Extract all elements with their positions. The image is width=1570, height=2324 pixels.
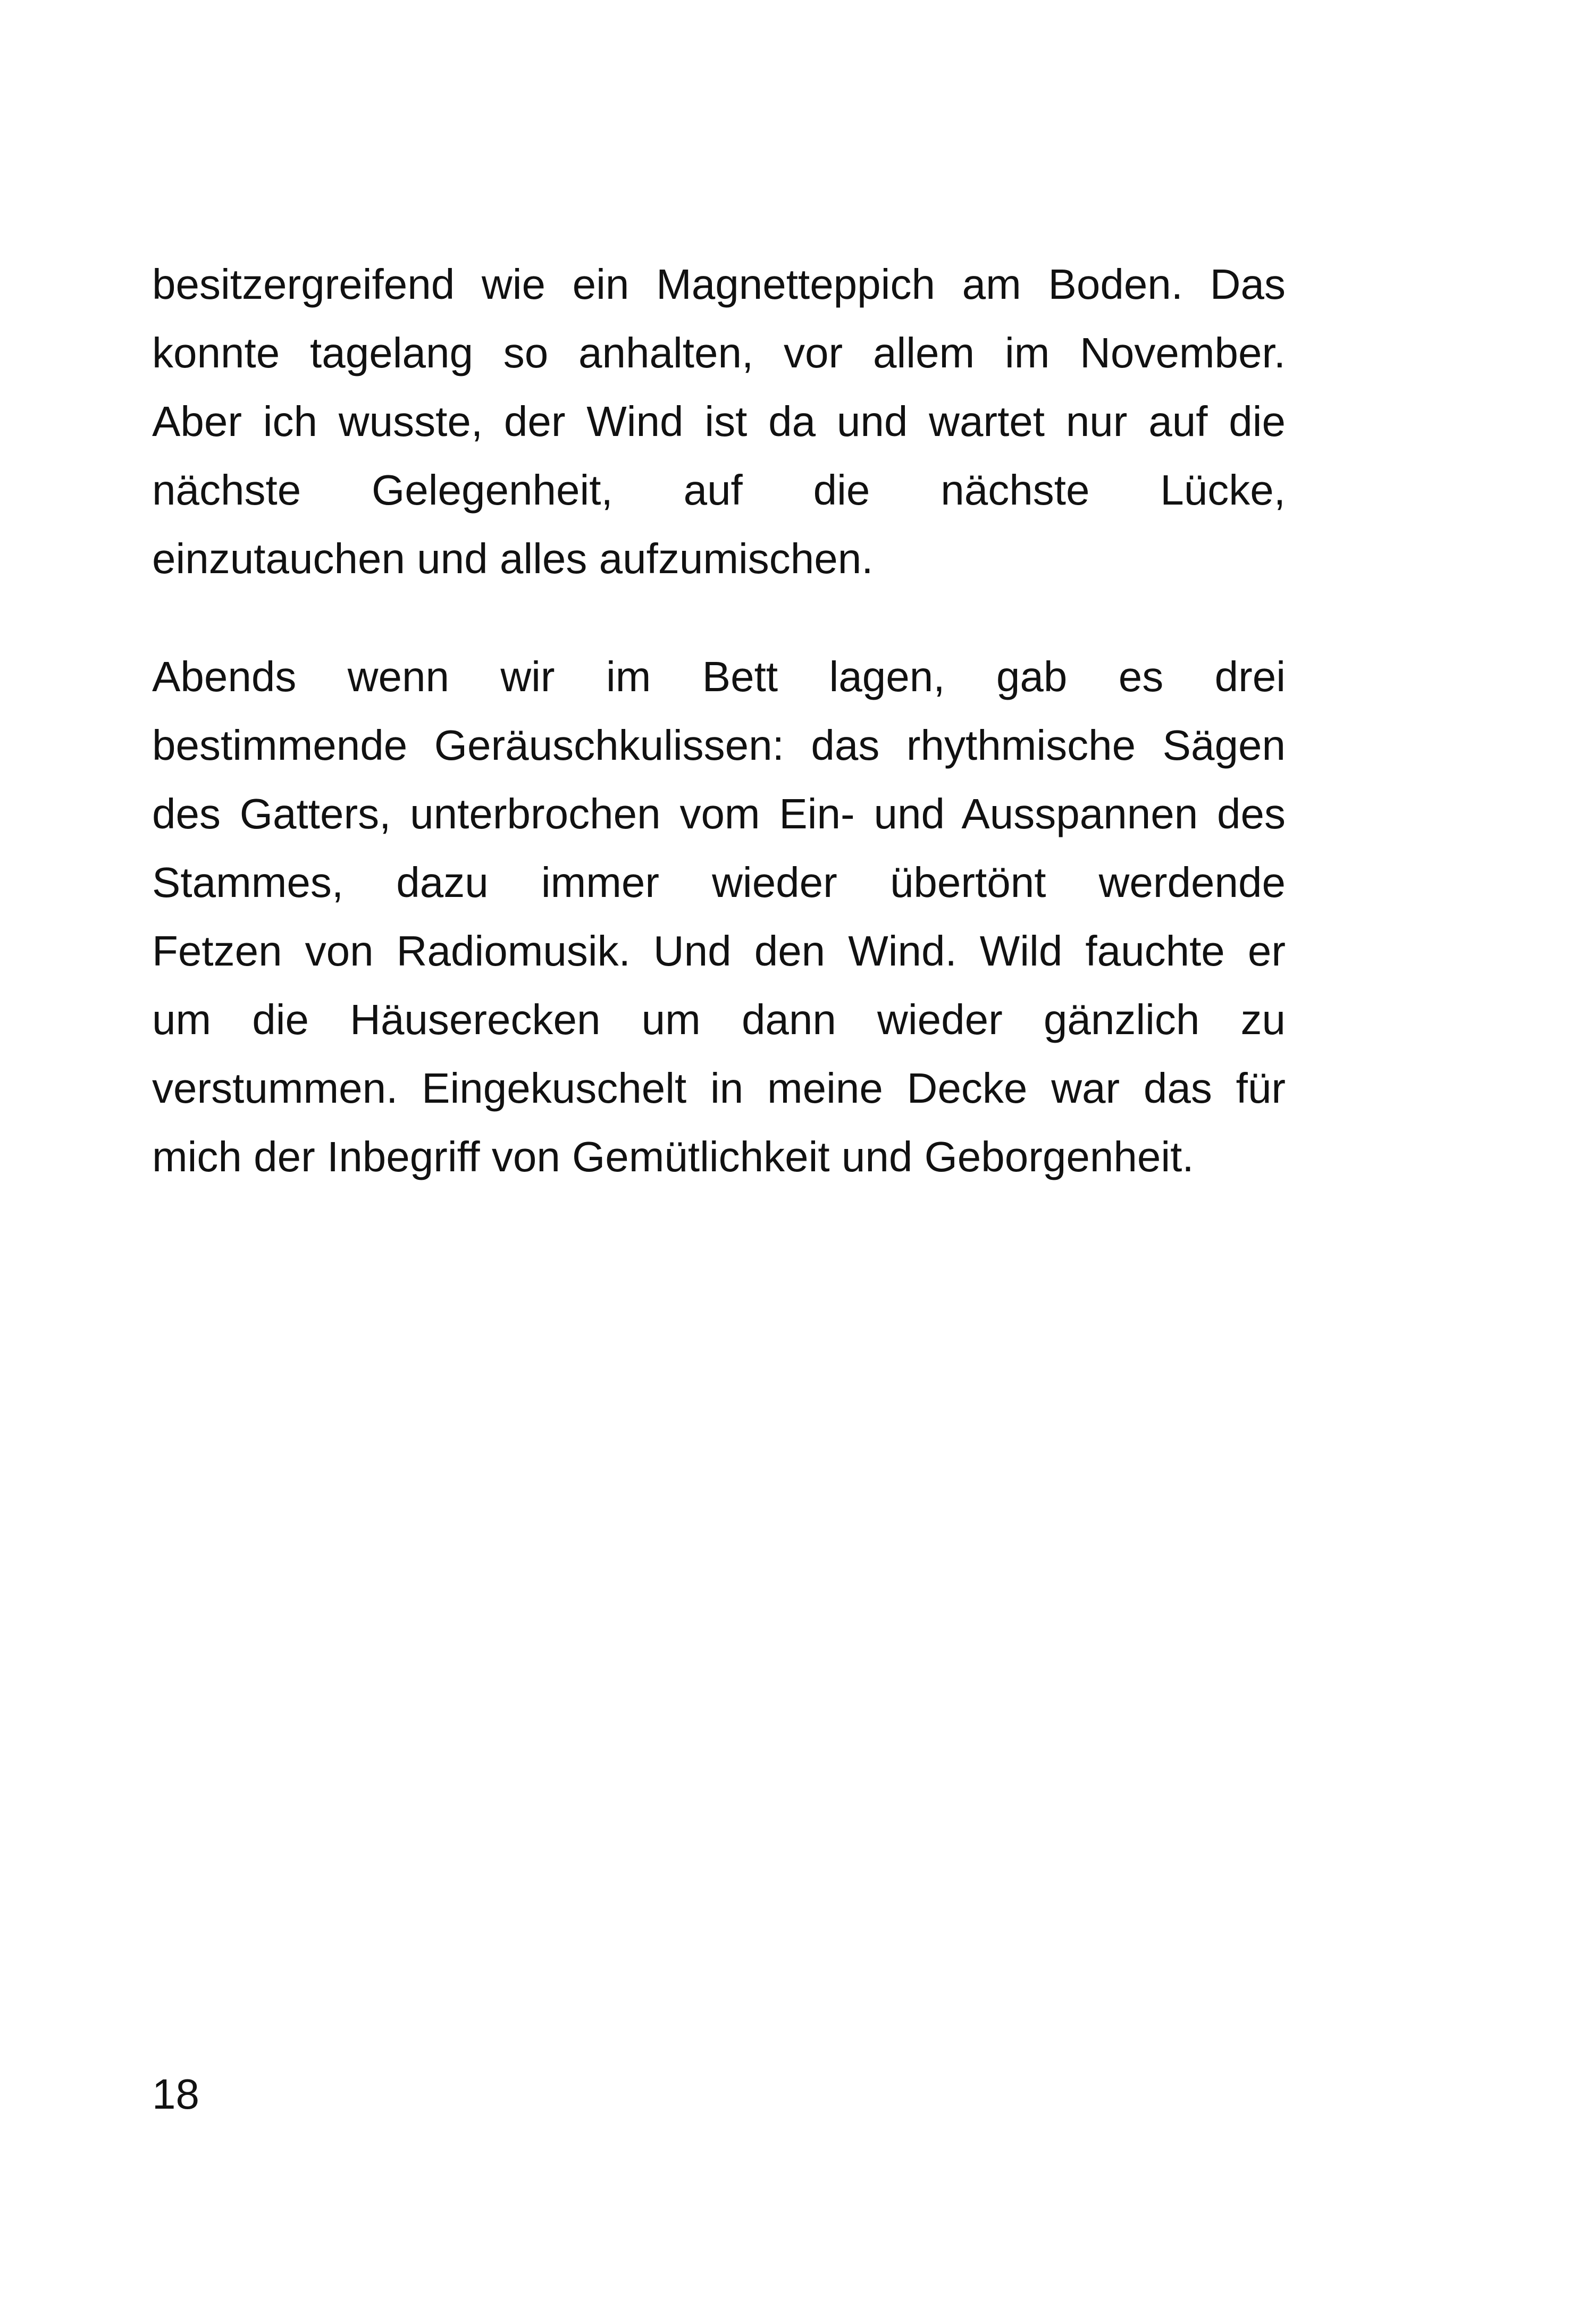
paragraph-1 xyxy=(152,250,1286,593)
paragraph-line: besitzergreifend wie ein Magnetteppich am Boden. Das xyxy=(152,261,1286,308)
page-number: 18 xyxy=(152,2070,199,2118)
paragraph-line: mich der Inbegriff von Gemütlichkeit und Geborgenheit. xyxy=(152,1133,1194,1180)
paragraph-line: Abends wenn wir im Bett lagen, gab es drei xyxy=(152,653,1286,700)
paragraph-line: bestimmende Geräuschkulissen: das rhythmische Sägen xyxy=(152,721,1286,769)
paragraph-line: einzutauchen und alles aufzumischen. xyxy=(152,535,874,582)
paragraph-line: Fetzen von Radiomusik. Und den Wind. Wild fauchte er xyxy=(152,927,1286,975)
paragraph-2 xyxy=(152,642,1286,1191)
paragraph-line: Aber ich wusste, der Wind ist da und wartet nur auf die xyxy=(152,398,1286,445)
paragraph-line: verstummen. Eingekuschelt in meine Decke war das für xyxy=(152,1064,1286,1112)
paragraph-line: konnte tagelang so anhalten, vor allem im November. xyxy=(152,329,1286,376)
paragraph-line: Stammes, dazu immer wieder übertönt werdende xyxy=(152,859,1286,906)
paragraph-line: nächste Gelegenheit, auf die nächste Lücke, xyxy=(152,466,1286,514)
paragraph-line: des Gatters, unterbrochen vom Ein- und Ausspannen des xyxy=(152,790,1286,837)
paragraph-line: um die Häuserecken um dann wieder gänzlich zu xyxy=(152,996,1286,1043)
